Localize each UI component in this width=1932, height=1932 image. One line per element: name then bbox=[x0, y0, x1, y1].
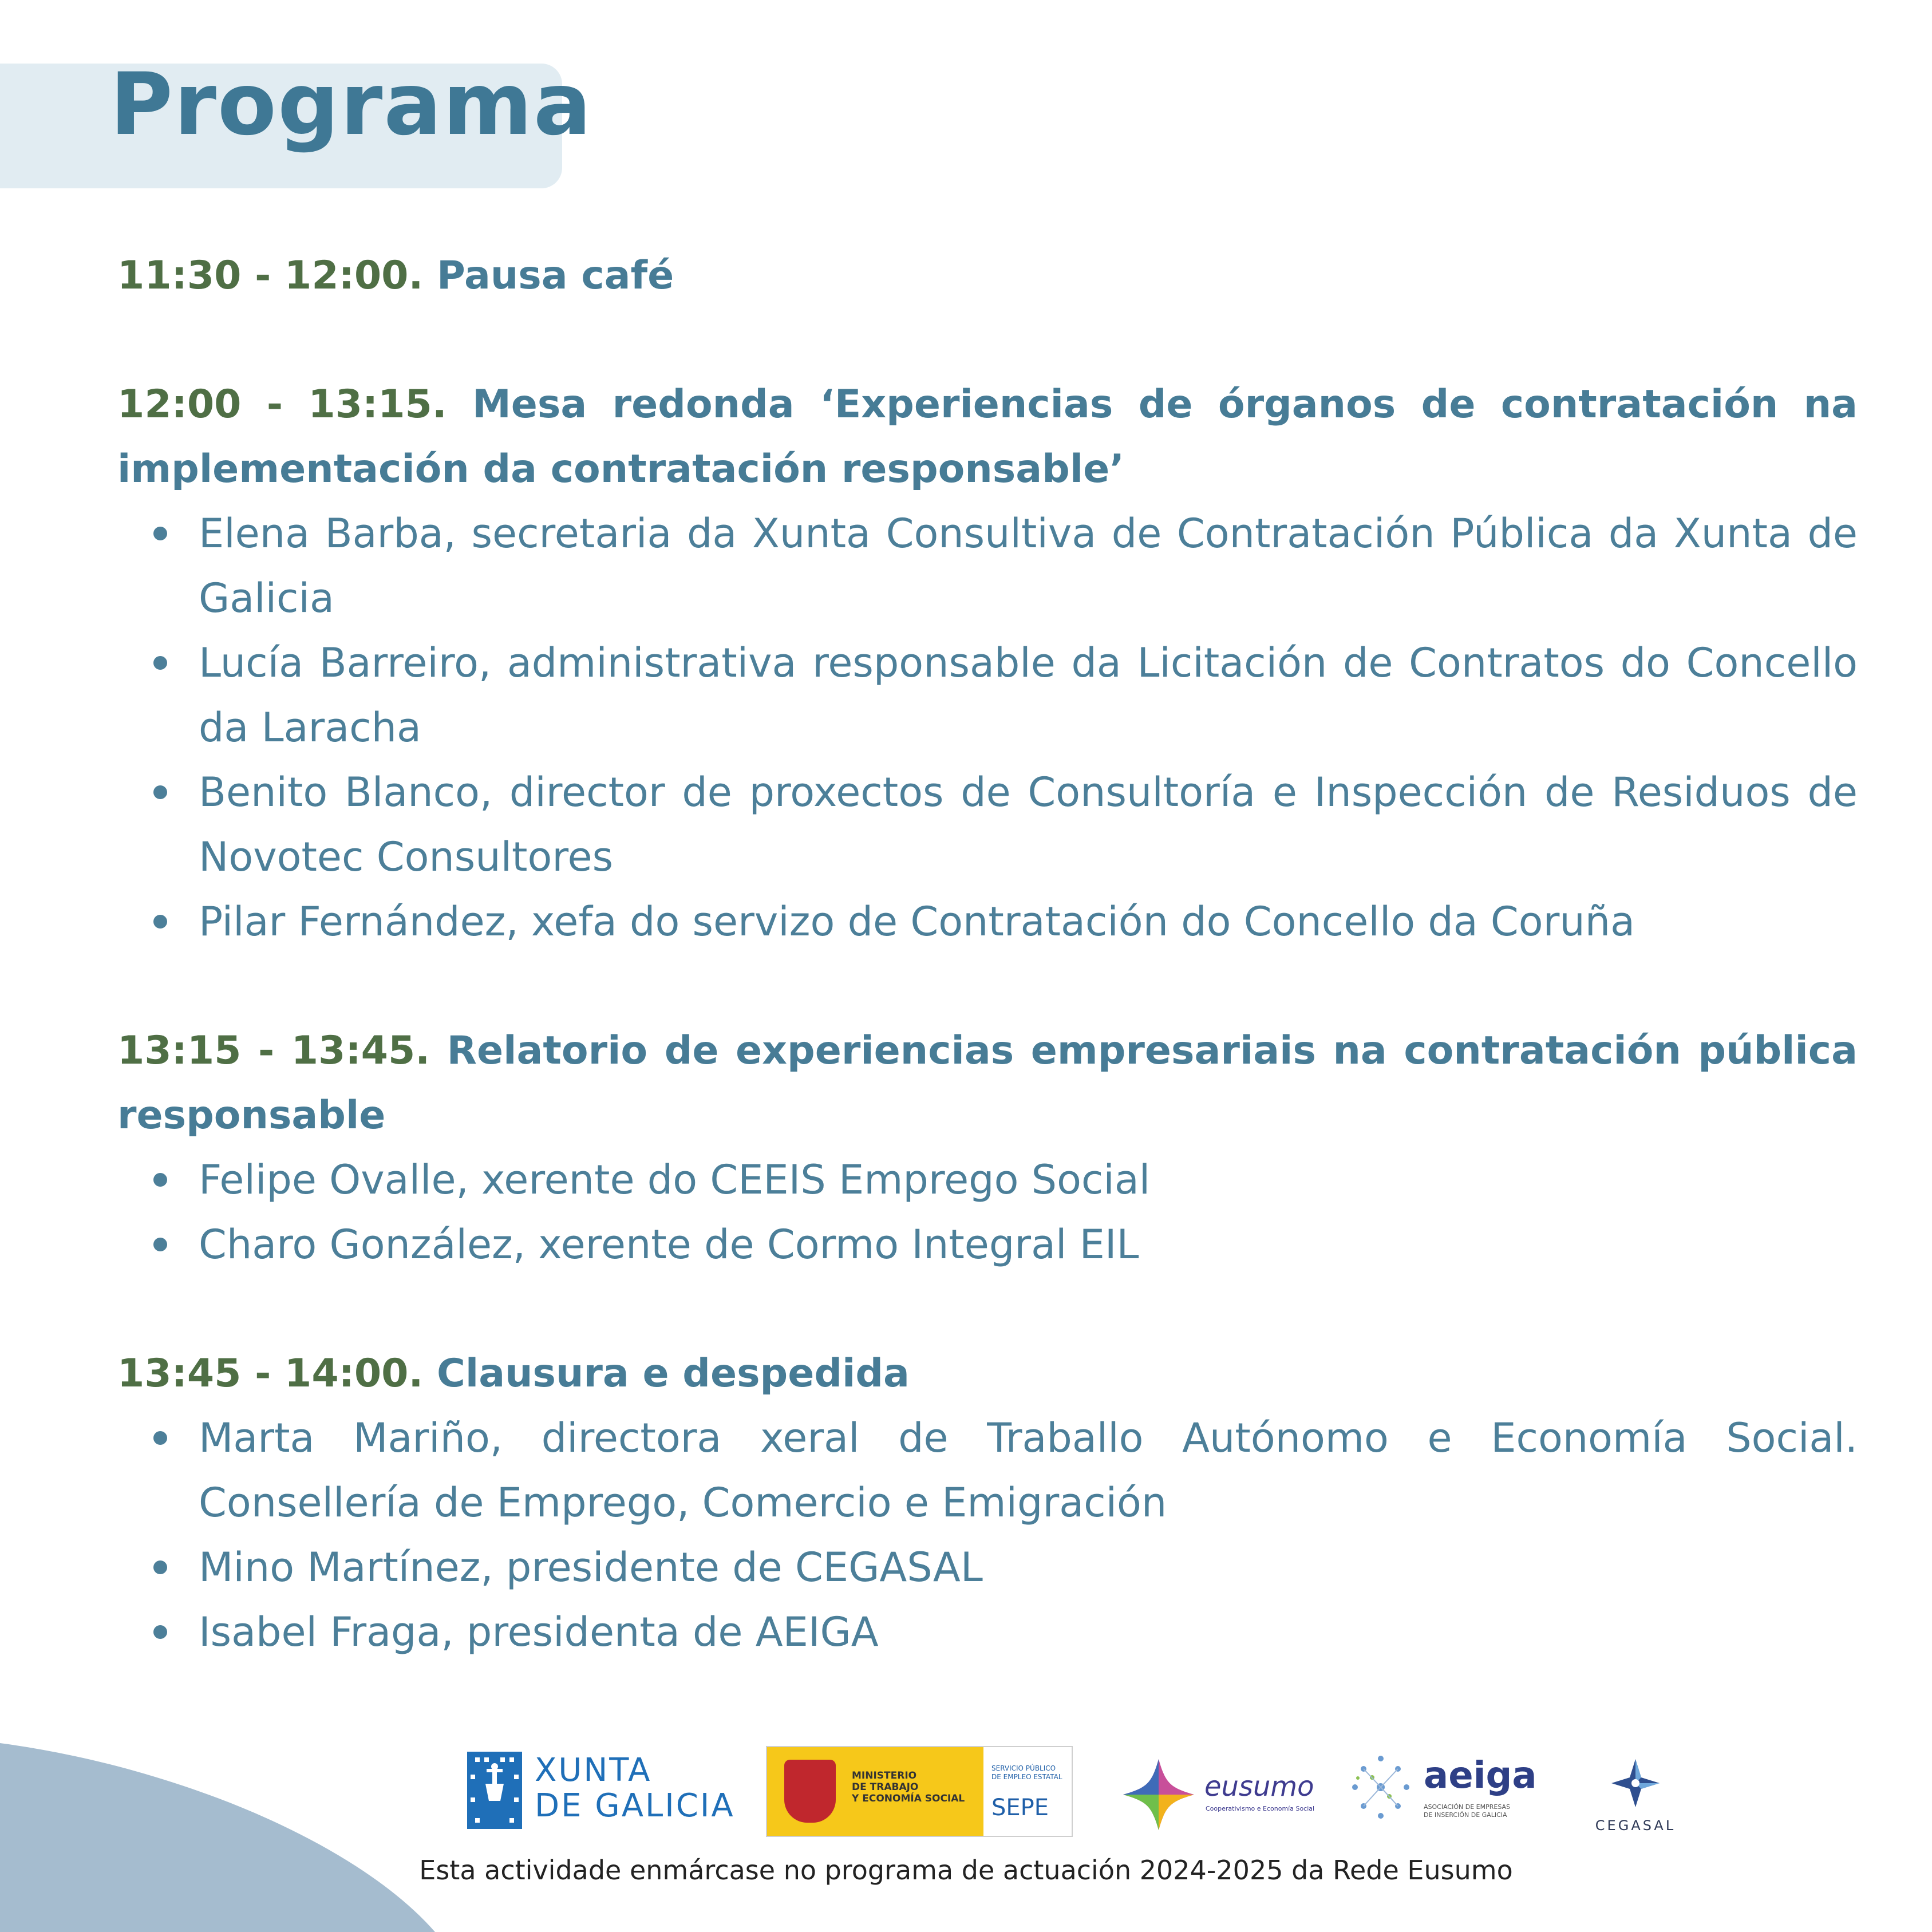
program-list bbox=[117, 243, 1858, 1729]
sepe-small-line1: SERVICIO PÚBLICO bbox=[991, 1764, 1056, 1772]
xunta-line2: DE GALICIA bbox=[535, 1787, 735, 1824]
program-session bbox=[117, 1341, 1858, 1665]
cegasal-logo bbox=[1584, 1752, 1687, 1832]
session-title: Pausa café bbox=[437, 253, 674, 298]
bullet-icon bbox=[153, 785, 167, 799]
session-heading bbox=[117, 243, 1858, 308]
session-time: 12:00 - 13:15. bbox=[117, 382, 447, 427]
session-heading bbox=[117, 1018, 1858, 1148]
session-title: Relatorio de experiencias empresariais na contratación pública responsable bbox=[117, 1028, 1858, 1138]
footer-note: Esta actividade enmárcase no programa de actuación 2024-2025 da Rede Eusumo bbox=[419, 1855, 1513, 1886]
xunta-line1: XUNTA bbox=[535, 1752, 652, 1789]
sepe-small-line2: DE EMPLEO ESTATAL bbox=[991, 1773, 1062, 1781]
speaker-text: Isabel Fraga, presidenta de AEIGA bbox=[199, 1609, 879, 1656]
speaker-list bbox=[117, 1406, 1858, 1665]
session-time: 13:45 - 14:00. bbox=[117, 1351, 424, 1396]
speaker-item bbox=[117, 1406, 1858, 1535]
xunta-wordmark bbox=[535, 1753, 735, 1824]
aeiga-sub-line2: DE INSERCIÓN DE GALICIA bbox=[1424, 1811, 1507, 1819]
cegasal-star-icon bbox=[1584, 1752, 1687, 1815]
speaker-text: Lucía Barreiro, administrativa responsable da Licitación de Contratos do Concello da Laracha bbox=[199, 639, 1858, 751]
ministerio-line3: Y ECONOMÍA SOCIAL bbox=[852, 1793, 965, 1804]
bullet-icon bbox=[153, 1238, 167, 1251]
speaker-item bbox=[117, 890, 1858, 954]
sepe-subtitle bbox=[991, 1764, 1062, 1781]
aeiga-sub-line1: ASOCIACIÓN DE EMPRESAS bbox=[1424, 1803, 1511, 1811]
ministerio-wordmark bbox=[852, 1770, 965, 1804]
session-heading bbox=[117, 1341, 1858, 1406]
aeiga-network-icon bbox=[1346, 1752, 1418, 1823]
decorative-wave bbox=[0, 1743, 458, 1932]
speaker-text: Elena Barba, secretaria da Xunta Consultiva de Contratación Pública da Xunta de Galicia bbox=[199, 510, 1858, 622]
bullet-icon bbox=[153, 1173, 167, 1187]
speaker-item bbox=[117, 631, 1858, 760]
speaker-item bbox=[117, 501, 1858, 631]
program-session bbox=[117, 243, 1858, 308]
speaker-text: Felipe Ovalle, xerente do CEEIS Emprego Social bbox=[199, 1156, 1151, 1203]
sponsor-logos bbox=[465, 1743, 1690, 1843]
speaker-item bbox=[117, 760, 1858, 890]
ministerio-panel bbox=[767, 1747, 983, 1836]
session-time: 11:30 - 12:00. bbox=[117, 253, 424, 298]
spain-crest-icon bbox=[784, 1760, 836, 1823]
speaker-list bbox=[117, 1148, 1858, 1277]
ministerio-line2: DE TRABAJO bbox=[852, 1781, 919, 1793]
sepe-wordmark: SEPE bbox=[991, 1795, 1049, 1821]
session-time: 13:15 - 13:45. bbox=[117, 1028, 430, 1073]
xunta-shield-icon bbox=[467, 1752, 522, 1829]
eusumo-wordmark: eusumo bbox=[1204, 1771, 1314, 1803]
speaker-text: Benito Blanco, director de proxectos de Consultoría e Inspección de Residuos de Novotec Consultores bbox=[199, 769, 1858, 880]
ministerio-line1: MINISTERIO bbox=[852, 1770, 917, 1781]
bullet-icon bbox=[153, 915, 167, 929]
speaker-item bbox=[117, 1600, 1858, 1665]
ministerio-sepe-logo bbox=[766, 1746, 1073, 1837]
bullet-icon bbox=[153, 1431, 167, 1445]
xunta-logo bbox=[467, 1752, 736, 1832]
speaker-item bbox=[117, 1148, 1858, 1212]
session-title: Clausura e despedida bbox=[437, 1351, 910, 1396]
speaker-text: Mino Martínez, presidente de CEGASAL bbox=[199, 1544, 983, 1591]
eusumo-logo bbox=[1119, 1755, 1315, 1835]
speaker-text: Pilar Fernández, xefa do servizo de Contratación do Concello da Coruña bbox=[199, 898, 1635, 945]
speaker-list bbox=[117, 501, 1858, 954]
session-heading bbox=[117, 372, 1858, 501]
cegasal-wordmark: CEGASAL bbox=[1595, 1818, 1676, 1834]
speaker-text: Marta Mariño, directora xeral de Traballo Autónomo e Economía Social. Consellería de Emprego, Comercio e Emigración bbox=[199, 1415, 1858, 1526]
speaker-text: Charo González, xerente de Cormo Integral EIL bbox=[199, 1221, 1139, 1268]
session-title: Mesa redonda ‘Experiencias de órganos de contratación na implementación da contratación responsable’ bbox=[117, 382, 1858, 492]
aeiga-wordmark: aeiga bbox=[1424, 1755, 1537, 1797]
aeiga-logo bbox=[1346, 1752, 1541, 1832]
program-session bbox=[117, 1018, 1858, 1277]
speaker-item bbox=[117, 1535, 1858, 1600]
page-title: Programa bbox=[110, 55, 593, 155]
bullet-icon bbox=[153, 656, 167, 670]
bullet-icon bbox=[153, 1625, 167, 1639]
aeiga-subtitle bbox=[1424, 1803, 1510, 1819]
eusumo-star-icon bbox=[1119, 1755, 1199, 1835]
bullet-icon bbox=[153, 1560, 167, 1574]
eusumo-tagline: Cooperativismo e Economía Social bbox=[1206, 1805, 1315, 1812]
program-session bbox=[117, 372, 1858, 954]
bullet-icon bbox=[153, 527, 167, 540]
speaker-item bbox=[117, 1212, 1858, 1277]
